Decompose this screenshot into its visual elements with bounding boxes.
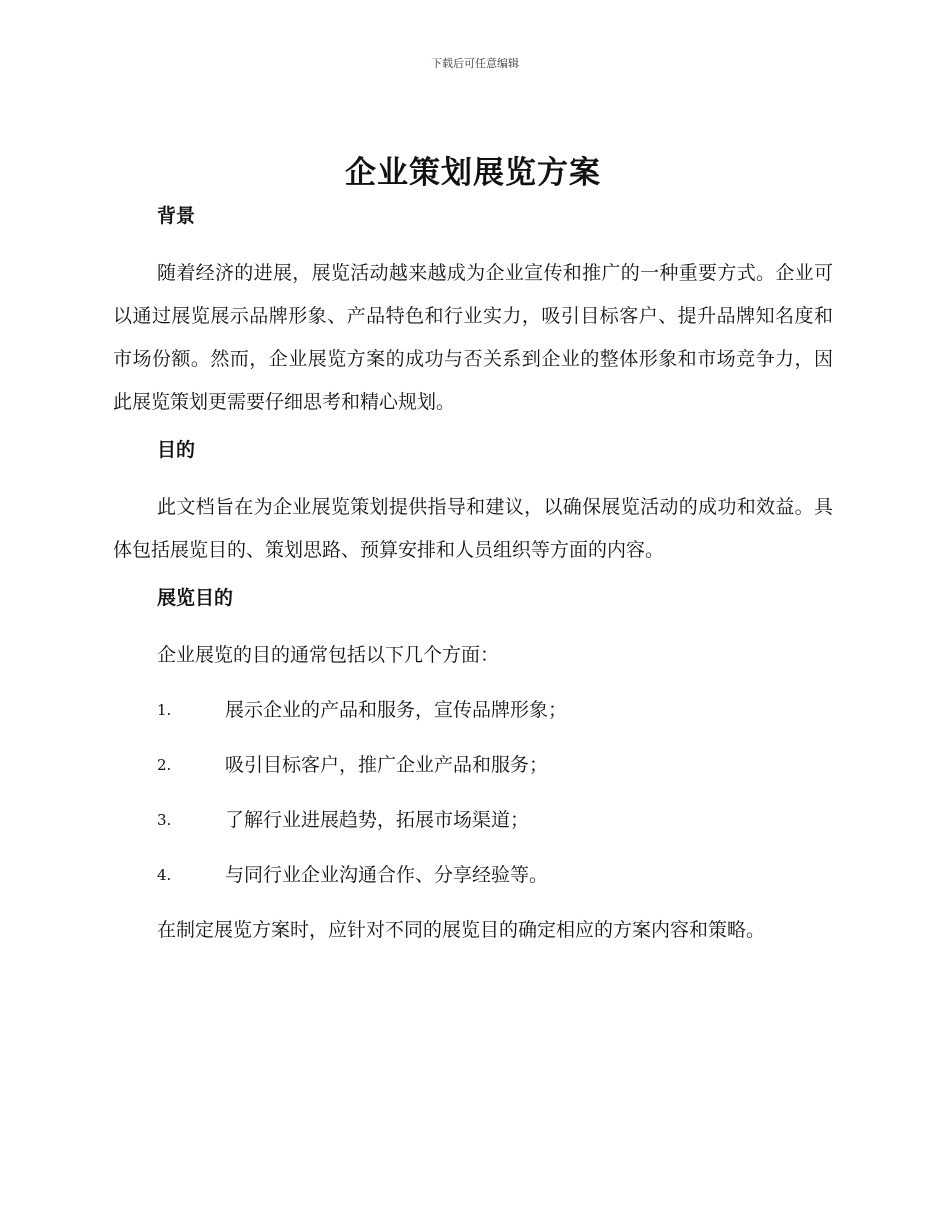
paragraph: 随着经济的进展，展览活动越来越成为企业宣传和推广的一种重要方式。企业可以通过展览展示品牌形象、产品特色和行业实力，吸引目标客户、提升品牌知名度和市场份额。然而，企业展览方案的成功与否关系到企业的整体形象和市场竞争力，因此展览策划更需要仔细思考和精心规划。 <box>113 262 833 413</box>
header-note: 下载后可任意编辑 <box>431 57 519 70</box>
paragraph-outro: 在制定展览方案时，应针对不同的展览目的确定相应的方案内容和策略。 <box>157 919 766 941</box>
section-heading: 目的 <box>157 439 196 461</box>
list-number: 1. <box>157 701 172 719</box>
section-heading: 背景 <box>157 205 196 227</box>
paragraph-intro: 企业展览的目的通常包括以下几个方面： <box>157 644 500 666</box>
list-number: 2. <box>157 756 172 774</box>
list-text: 展示企业的产品和服务，宣传品牌形象； <box>225 699 568 721</box>
numbered-list <box>113 689 833 897</box>
document-title: 企业策划展览方案 <box>345 155 601 191</box>
list-number: 4. <box>157 866 172 884</box>
list-item <box>113 799 833 842</box>
section-purpose <box>113 436 833 572</box>
list-item <box>113 744 833 787</box>
paragraph: 此文档旨在为企业展览策划提供指导和建议，以确保展览活动的成功和效益。具体包括展览目的、策划思路、预算安排和人员组织等方面的内容。 <box>113 496 833 561</box>
section-background <box>113 202 833 424</box>
section-exhibition-purpose <box>113 584 833 952</box>
document-body <box>113 150 833 964</box>
list-number: 3. <box>157 811 172 829</box>
list-text: 了解行业进展趋势，拓展市场渠道； <box>225 809 530 831</box>
section-heading: 展览目的 <box>157 587 234 609</box>
list-text: 吸引目标客户，推广企业产品和服务； <box>225 754 549 776</box>
list-item <box>113 854 833 897</box>
list-item <box>113 689 833 732</box>
list-text: 与同行业企业沟通合作、分享经验等。 <box>225 864 549 886</box>
